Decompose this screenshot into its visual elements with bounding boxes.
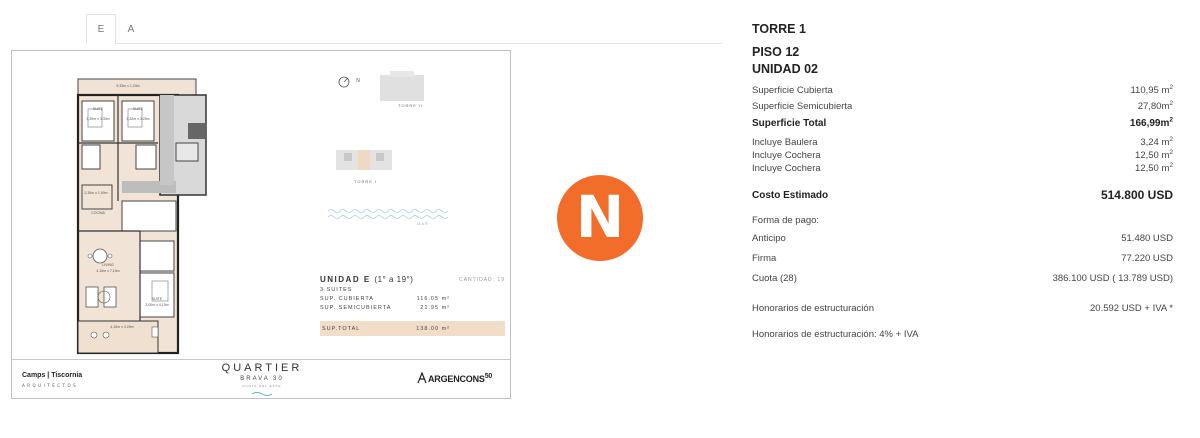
architects-subtitle: ARQUITECTOS: [22, 383, 79, 388]
estimated-cost-row: Costo Estimado 514.800 USD: [752, 188, 1173, 202]
unit-summary: [320, 275, 505, 336]
payment-row-anticipo: Anticipo 51.480 USD: [752, 233, 1173, 244]
unit-type-tabs: [86, 14, 722, 44]
unit-quantity: CANTIDAD: 19: [459, 277, 505, 283]
fees-note: Honorarios de estructuración: 4% + IVA: [752, 329, 919, 340]
tab-e[interactable]: E: [86, 14, 116, 45]
floor-plan-image[interactable]: [11, 50, 511, 399]
floor-heading: PISO 12: [752, 45, 800, 59]
project-address: BRAVA 30: [240, 376, 284, 382]
sea-label: MAR: [417, 221, 429, 226]
tower-one-label: TORRE I: [354, 179, 378, 184]
living-label: LIVING: [102, 263, 114, 267]
floor-plan-drawing: [12, 51, 511, 399]
unit-suites: 3 SUITES: [320, 287, 353, 293]
project-name: QUARTIER: [221, 362, 303, 374]
project-location: PUNTA DEL ESTE: [242, 384, 282, 388]
fees-row: Honorarios de estructuración 20.592 USD + IVA *: [752, 303, 1173, 314]
garage-row-1: Incluye Cochera 12,50 $m^2$: [752, 148, 1173, 161]
terrace-dim-label: 9,33m x 1,03m: [116, 84, 140, 88]
suite3-dim: 3,00m x 4,10m: [145, 303, 169, 307]
suite2-label: SUITE: [132, 107, 144, 111]
unit-covered-row: SUP. CUBIERTA 116.05 m²: [320, 296, 450, 302]
semicovered-area-row: Superficie Semicubierta $27,80m^2$: [752, 99, 1173, 112]
unit-semi-row: SUP. SEMICUBIERTA 21.95 m²: [320, 305, 450, 311]
brand-logo-icon[interactable]: [557, 175, 643, 261]
tower-heading: TORRE 1: [752, 22, 806, 36]
suite3-label: SUITE: [151, 297, 163, 301]
dependency-dim: 2,30m x 1,90m: [84, 191, 108, 195]
tower-two-label: TORRE II: [398, 103, 424, 108]
terrace2-dim: 4,10m x 3,20m: [110, 325, 134, 329]
brand-logo-letter: N: [575, 183, 625, 251]
covered-area-row: Superficie Cubierta 110,95 $m^2$: [752, 83, 1173, 96]
kitchen-label: COCINA: [91, 211, 105, 215]
payment-row-firma: Firma 77.220 USD: [752, 253, 1173, 264]
unit-heading: UNIDAD 02: [752, 62, 818, 76]
unit-total-row: SUP.TOTAL 138.00 m²: [320, 321, 505, 336]
living-dim: 4,10m x 7,10m: [96, 269, 120, 273]
developer-logo: ARGENCONS$^{50}$: [428, 373, 493, 384]
suite1-label: SUITE: [92, 107, 104, 111]
plan-footer-divider: [12, 359, 510, 360]
suite2-dim: 3,32m x 3,20m: [126, 117, 150, 121]
payment-method-label: Forma de pago:: [752, 215, 820, 226]
north-letter: N: [356, 78, 360, 84]
unit-title: UNIDAD E (1° a 19°): [320, 275, 414, 284]
suite1-dim: 3,30m x 3,30m: [86, 117, 110, 121]
payment-row-cuota: Cuota (28) 386.100 USD ( 13.789 USD): [752, 273, 1173, 284]
architects-logo: Camps | Tiscornia: [22, 372, 83, 379]
garage-row-2: Incluye Cochera 12,50 $m^2$: [752, 161, 1173, 174]
tab-a[interactable]: A: [127, 23, 135, 35]
total-area-row: Superficie Total $166,99m^2$: [752, 116, 1173, 129]
storage-row: Incluye Baulera 3,24 $m^2$: [752, 135, 1173, 148]
